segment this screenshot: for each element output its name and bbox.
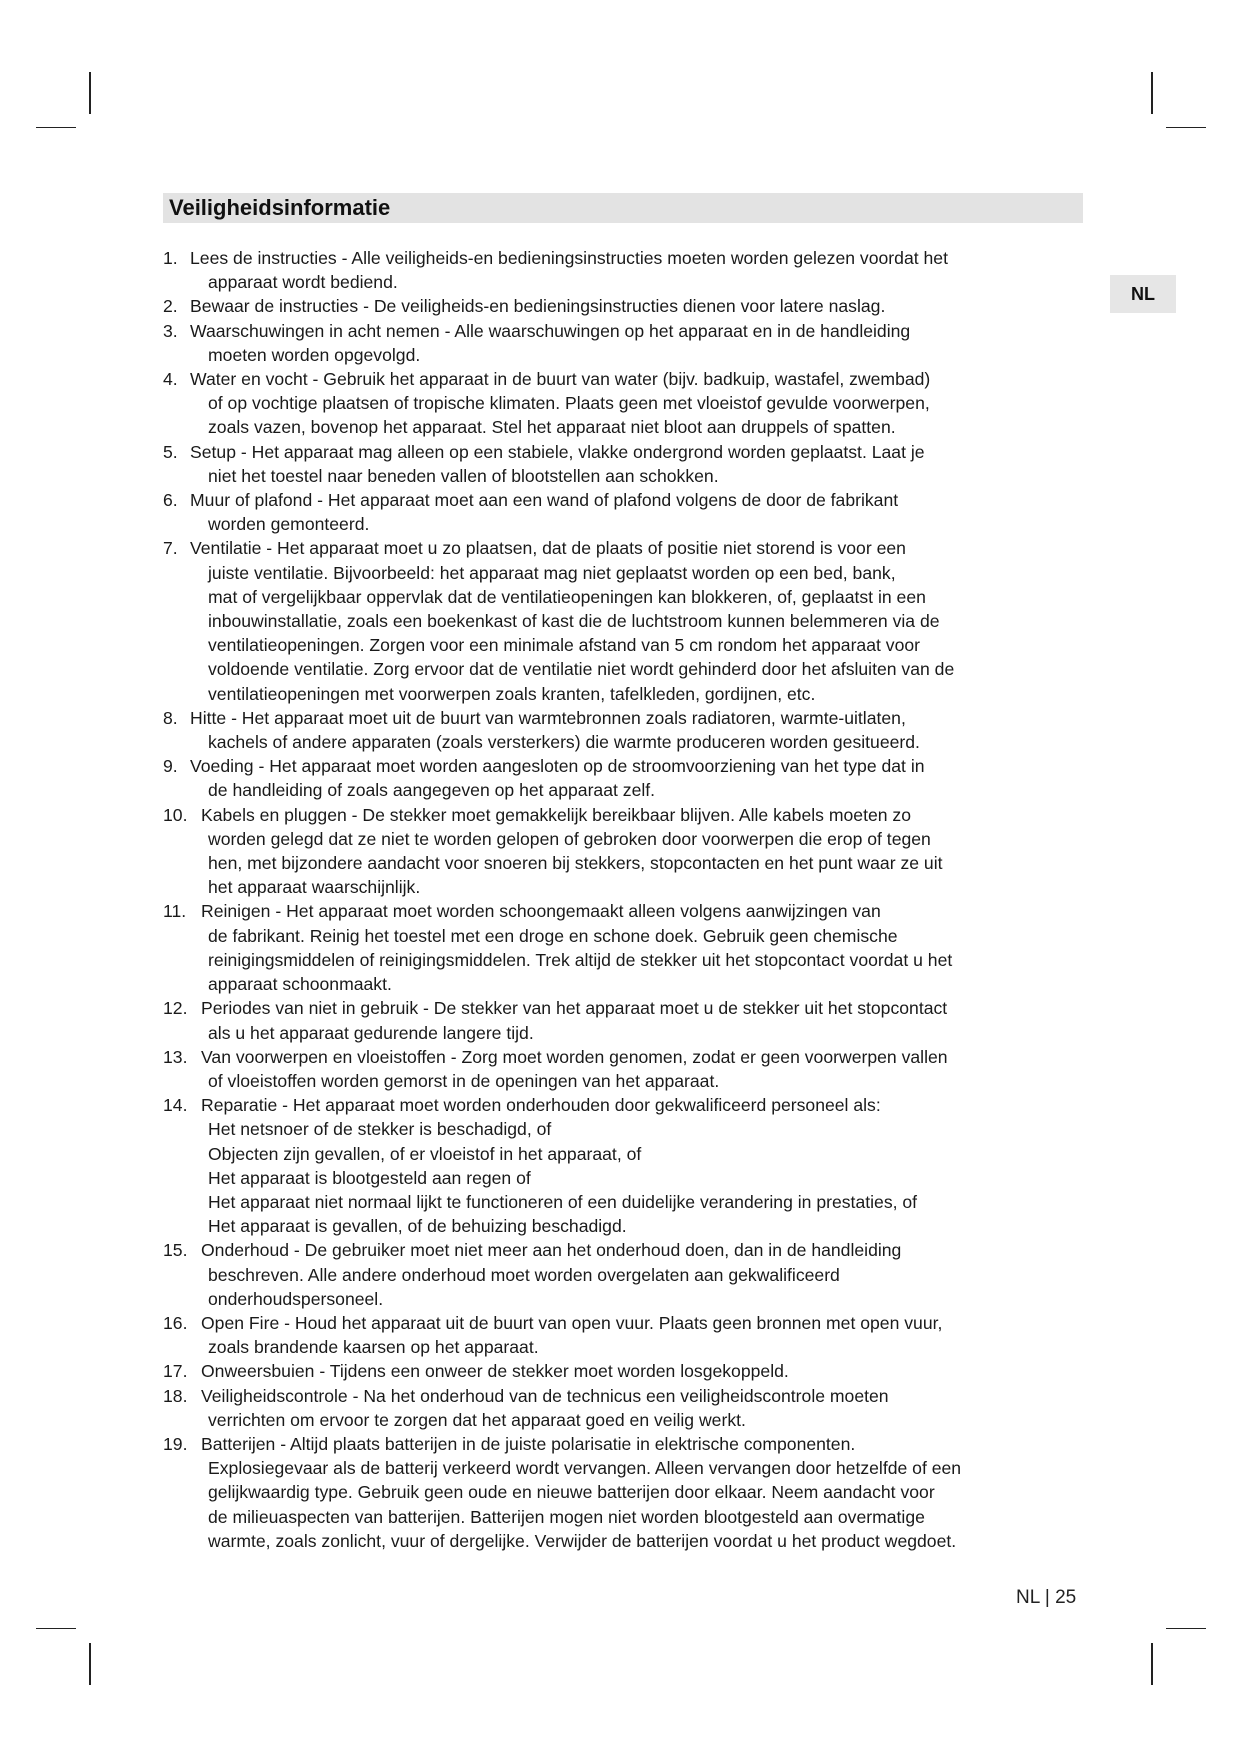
item-text (201, 1359, 1088, 1383)
item-text (190, 246, 1088, 294)
item-line: niet het toestel naar beneden vallen of blootstellen aan schokken. (208, 465, 719, 486)
item-line: moeten worden opgevolgd. (208, 344, 421, 365)
item-line: Veiligheidscontrole - Na het onderhoud van de technicus een veiligheidscontrole moeten (201, 1385, 889, 1406)
item-text (190, 367, 1088, 440)
list-item (163, 367, 1088, 440)
item-line: Hitte - Het apparaat moet uit de buurt van warmtebronnen zoals radiatoren, warmte-uitlaten, (190, 707, 906, 728)
list-item (163, 1093, 1088, 1238)
item-line: de handleiding of zoals aangegeven op het apparaat zelf. (208, 780, 656, 801)
item-line: Lees de instructies - Alle veiligheids-en bedieningsinstructies moeten worden gelezen voordat het (190, 248, 948, 268)
item-line: Reparatie - Het apparaat moet worden onderhouden door gekwalificeerd personeel als: (201, 1095, 881, 1116)
item-number: 6. (163, 490, 178, 511)
item-line: verrichten om ervoor te zorgen dat het apparaat goed en veilig werkt. (208, 1409, 746, 1430)
item-line: Reinigen - Het apparaat moet worden schoongemaakt alleen volgens aanwijzingen van (201, 901, 881, 922)
item-line: Periodes van niet in gebruik - De stekker van het apparaat moet u de stekker uit het stopcontact (201, 998, 948, 1019)
item-line: Ventilatie - Het apparaat moet u zo plaatsen, dat de plaats of positie niet storend is voor een (190, 538, 906, 559)
item-number: 18. (163, 1385, 188, 1406)
item-line: Onderhoud - De gebruiker moet niet meer aan het onderhoud doen, dan in de handleiding (201, 1240, 902, 1261)
item-line: mat of vergelijkbaar oppervlak dat de ventilatieopeningen kan blokkeren, of, geplaatst in een (208, 586, 926, 607)
item-line: worden gelegd dat ze niet te worden gelopen of gebroken door voorwerpen die erop of tegen (208, 828, 931, 849)
item-line: apparaat wordt bediend. (208, 272, 398, 293)
item-number: 13. (163, 1046, 188, 1067)
list-item (163, 1311, 1088, 1359)
item-line: of op vochtige plaatsen of tropische klimaten. Plaats geen met vloeistof gevulde voorwerpen, (208, 393, 930, 414)
crop-mark-top-left-vertical (89, 72, 91, 114)
item-line: inbouwinstallatie, zoals een boekenkast of kast die de luchtstroom kunnen belemmeren via de (208, 611, 940, 632)
list-item (163, 294, 1088, 318)
item-line: Het netsnoer of de stekker is beschadigd, of (208, 1119, 552, 1140)
crop-mark-top-right-horizontal (1166, 127, 1206, 128)
list-item (163, 803, 1088, 900)
item-line: Muur of plafond - Het apparaat moet aan een wand of plafond volgens de door de fabrikant (190, 490, 899, 511)
item-number: 5. (163, 441, 178, 462)
item-line: warmte, zoals zonlicht, vuur of dergelijke. Verwijder de batterijen voordat u het product wegdoet. (208, 1530, 957, 1551)
item-text (201, 1432, 1088, 1553)
item-text (201, 1238, 1088, 1311)
list-item (163, 536, 1088, 705)
item-line: Batterijen - Altijd plaats batterijen in de juiste polarisatie in elektrische componenten. (201, 1433, 856, 1454)
item-text (201, 803, 1088, 900)
item-number: 9. (163, 756, 178, 777)
item-line: Setup - Het apparaat mag alleen op een stabiele, vlakke ondergrond worden geplaatst. Laat je (190, 441, 925, 462)
list-item (163, 488, 1088, 536)
item-line: Onweersbuien - Tijdens een onweer de stekker moet worden losgekoppeld. (201, 1361, 789, 1382)
item-line: Het apparaat is gevallen, of de behuizing beschadigd. (208, 1216, 627, 1237)
item-line: als u het apparaat gedurende langere tijd. (208, 1022, 534, 1043)
item-text (190, 319, 1088, 367)
item-line: juiste ventilatie. Bijvoorbeeld: het apparaat mag niet geplaatst worden op een bed, bank, (208, 562, 896, 583)
crop-mark-bottom-left-horizontal (36, 1628, 76, 1629)
item-text (190, 294, 1088, 318)
item-text (190, 754, 1088, 802)
item-text (190, 440, 1088, 488)
item-number: 1. (163, 248, 178, 268)
page-number: NL | 25 (1016, 1587, 1077, 1608)
item-line: Het apparaat is blootgesteld aan regen of (208, 1167, 531, 1188)
item-number: 12. (163, 998, 188, 1019)
item-line: Open Fire - Houd het apparaat uit de buurt van open vuur. Plaats geen bronnen met open vuur, (201, 1312, 943, 1333)
item-line: of vloeistoffen worden gemorst in de openingen van het apparaat. (208, 1070, 720, 1091)
item-number: 14. (163, 1095, 188, 1116)
item-number: 7. (163, 538, 178, 559)
crop-mark-top-right-vertical (1151, 72, 1153, 114)
section-header (163, 193, 1083, 223)
item-line: Objecten zijn gevallen, of er vloeistof in het apparaat, of (208, 1143, 642, 1164)
item-line: kachels of andere apparaten (zoals versterkers) die warmte produceren worden gesitueerd. (208, 732, 920, 753)
item-text (190, 536, 1088, 705)
item-line: voldoende ventilatie. Zorg ervoor dat de ventilatie niet wordt gehinderd door het afsluiten van de (208, 659, 955, 680)
item-number: 8. (163, 707, 178, 728)
item-line: Explosiegevaar als de batterij verkeerd wordt vervangen. Alleen vervangen door hetzelfde of een (208, 1458, 962, 1479)
list-item (163, 319, 1088, 367)
list-item (163, 246, 1088, 294)
crop-mark-bottom-right-vertical (1151, 1643, 1153, 1685)
item-text (201, 1384, 1088, 1432)
item-line: de fabrikant. Reinig het toestel met een droge en schone doek. Gebruik geen chemische (208, 925, 898, 946)
item-text (201, 996, 1088, 1044)
item-line: Waarschuwingen in acht nemen - Alle waarschuwingen op het apparaat en in de handleiding (190, 320, 911, 341)
item-text (201, 1045, 1088, 1093)
item-number: 17. (163, 1361, 188, 1382)
item-line: Kabels en pluggen - De stekker moet gemakkelijk bereikbaar blijven. Alle kabels moeten zo (201, 804, 911, 825)
item-line: het apparaat waarschijnlijk. (208, 877, 421, 898)
item-line: hen, met bijzondere aandacht voor snoeren bij stekkers, stopcontacten en het punt waar ze uit (208, 853, 943, 874)
safety-instructions-list (163, 246, 1088, 1553)
item-line: Water en vocht - Gebruik het apparaat in de buurt van water (bijv. badkuip, wastafel, zwembad) (190, 369, 931, 390)
item-text (201, 899, 1088, 996)
item-text (190, 706, 1088, 754)
item-line: de milieuaspecten van batterijen. Batterijen mogen niet worden blootgesteld aan overmatige (208, 1506, 925, 1527)
item-number: 10. (163, 804, 188, 825)
page-title: Veiligheidsinformatie (169, 195, 391, 220)
item-line: gelijkwaardig type. Gebruik geen oude en nieuwe batterijen door elkaar. Neem aandacht voor (208, 1482, 935, 1503)
item-line: Het apparaat niet normaal lijkt te functioneren of een duidelijke verandering in prestaties, of (208, 1191, 918, 1212)
item-number: 11. (163, 901, 187, 922)
list-item (163, 1432, 1088, 1553)
list-item (163, 706, 1088, 754)
item-line: apparaat schoonmaakt. (208, 974, 392, 995)
item-line: Voeding - Het apparaat moet worden aangesloten op de stroomvoorziening van het type dat in (190, 756, 925, 777)
list-item (163, 1238, 1088, 1311)
item-text (190, 488, 1088, 536)
item-line: beschreven. Alle andere onderhoud moet worden overgelaten aan gekwalificeerd (208, 1264, 840, 1285)
item-line: ventilatieopeningen. Zorgen voor een minimale afstand van 5 cm rondom het apparaat voor (208, 635, 920, 656)
list-item (163, 1384, 1088, 1432)
list-item (163, 754, 1088, 802)
list-item (163, 1045, 1088, 1093)
item-number: 16. (163, 1312, 188, 1333)
item-text (201, 1093, 1088, 1238)
item-number: 19. (163, 1433, 188, 1454)
language-tab: NL (1110, 275, 1176, 313)
item-line: ventilatieopeningen met voorwerpen zoals kranten, tafelkleden, gordijnen, etc. (208, 683, 816, 704)
item-text (201, 1311, 1088, 1359)
item-line: zoals vazen, bovenop het apparaat. Stel het apparaat niet bloot aan druppels of spatten. (208, 417, 896, 438)
list-item (163, 899, 1088, 996)
item-line: onderhoudspersoneel. (208, 1288, 384, 1309)
item-number: 15. (163, 1240, 188, 1261)
item-line: zoals brandende kaarsen op het apparaat. (208, 1337, 539, 1358)
crop-mark-bottom-right-horizontal (1166, 1628, 1206, 1629)
item-line: reinigingsmiddelen of reinigingsmiddelen. Trek altijd de stekker uit het stopcontact voordat u het (208, 949, 953, 970)
list-item (163, 1359, 1088, 1383)
item-line: Bewaar de instructies - De veiligheids-en bedieningsinstructies dienen voor latere naslag. (190, 296, 886, 317)
list-item (163, 440, 1088, 488)
item-line: Van voorwerpen en vloeistoffen - Zorg moet worden genomen, zodat er geen voorwerpen vallen (201, 1046, 948, 1067)
item-line: worden gemonteerd. (208, 514, 370, 535)
item-number: 4. (163, 369, 178, 390)
crop-mark-top-left-horizontal (36, 127, 76, 128)
crop-mark-bottom-left-vertical (89, 1643, 91, 1685)
list-item (163, 996, 1088, 1044)
item-number: 3. (163, 320, 178, 341)
item-number: 2. (163, 296, 178, 317)
